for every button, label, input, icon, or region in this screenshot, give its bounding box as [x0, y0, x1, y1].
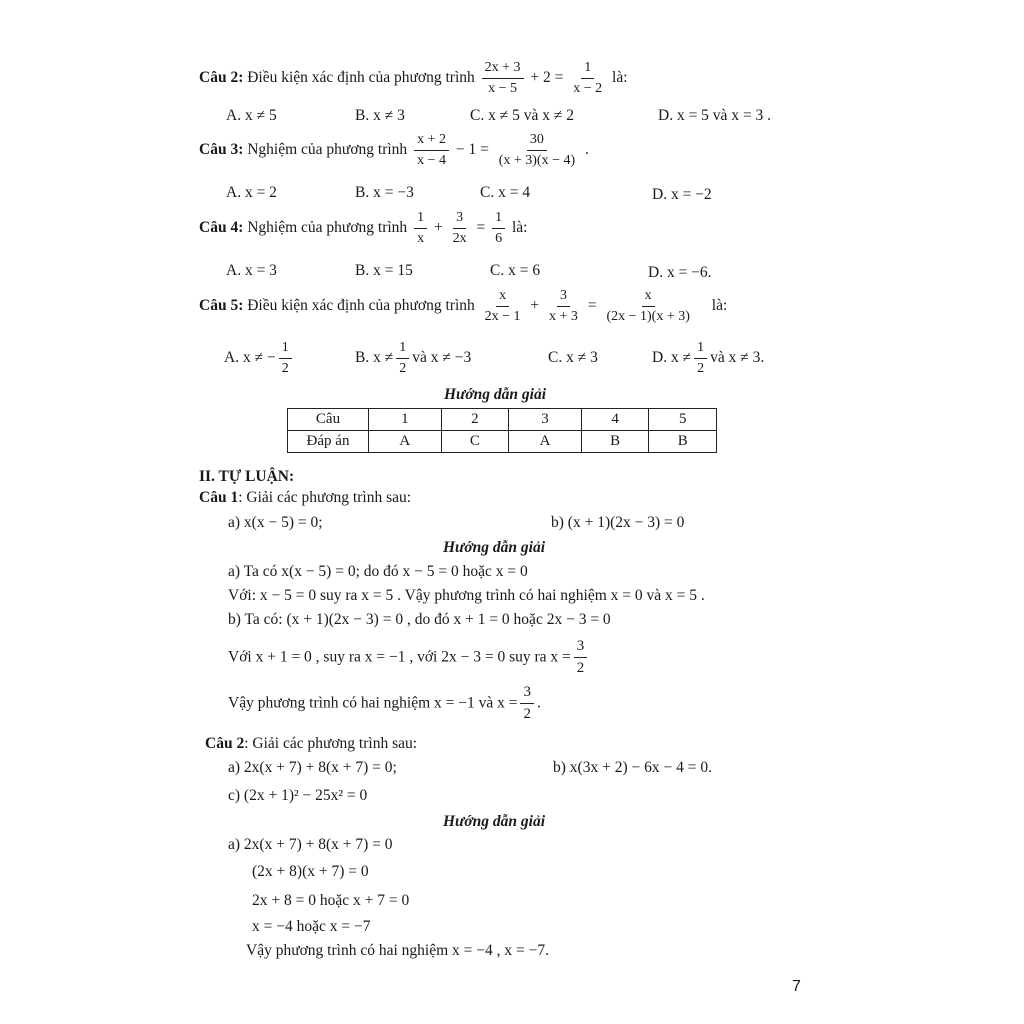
- solution-line: Vậy phương trình có hai nghiệm x = −1 và x = $\frac{3}{2}$ .: [228, 684, 541, 723]
- table-cell: 1: [369, 409, 442, 431]
- fraction: $\frac{x + 2}{x - 4}$: [414, 132, 449, 169]
- c2-part-a: a) 2x(x + 7) + 8(x + 7) = 0;: [228, 759, 397, 776]
- c2-part-c: c) (2x + 1)² − 25x² = 0: [228, 787, 368, 804]
- table-row: [288, 409, 717, 431]
- question-label: Câu 2:: [199, 69, 244, 87]
- fraction: $\frac{3}{x + 3}$: [549, 288, 578, 325]
- fraction: $\frac{x}{(2x - 1)(x + 3)}$: [606, 288, 690, 325]
- option-c: C. x ≠ 5 và x ≠ 2: [470, 107, 574, 124]
- fraction: $\frac{1}{x}$: [414, 210, 427, 247]
- option-d: D. x = −6.: [648, 264, 712, 281]
- fraction: $\frac{x}{2x - 1}$: [484, 288, 521, 325]
- table-cell: B: [581, 431, 649, 453]
- table-cell: 4: [581, 409, 649, 431]
- option-d: D. x ≠ $\frac{1}{2}$ và x ≠ 3.: [652, 340, 765, 377]
- fraction: $\frac{1}{x - 2}$: [573, 60, 603, 97]
- option-a: A. x ≠ − $\frac{1}{2}$: [224, 340, 295, 377]
- essay-question-2: Câu 2: Giải các phương trình sau:: [205, 735, 418, 752]
- question-label: Câu 3:: [199, 141, 244, 159]
- question-4: Câu 4: Nghiệm của phương trình $\frac{1}{x}$ + $\frac{3}{2x}$ = $\frac{1}{6}$ là:: [199, 210, 528, 247]
- option-d: D. x = −2: [652, 186, 712, 203]
- question-2: Câu 2: Điều kiện xác định của phương trình $\frac{2x + 3}{x - 5}$ + 2 = $\frac{1}{x - 2}$ là:: [199, 60, 628, 97]
- fraction: $\frac{1}{6}$: [492, 210, 505, 247]
- table-cell: 3: [509, 409, 582, 431]
- guide-heading: Hướng dẫn giải: [444, 386, 547, 403]
- question-label: Câu 5:: [199, 297, 244, 315]
- guide-heading: Hướng dẫn giải: [443, 539, 546, 556]
- question-3: Câu 3: Nghiệm của phương trình $\frac{x + 2}{x - 4}$ − 1 = $\frac{30}{(x + 3)(x - 4)}$ .: [199, 132, 589, 169]
- solution-line: Vậy phương trình có hai nghiệm x = −4 , x = −7.: [246, 942, 549, 959]
- table-cell: Câu: [288, 409, 369, 431]
- c2-part-b: b) x(3x + 2) − 6x − 4 = 0.: [553, 759, 712, 776]
- question-text: Nghiệm của phương trình: [247, 219, 408, 237]
- question-label: Câu 4:: [199, 219, 244, 237]
- solution-line: Với: x − 5 = 0 suy ra x = 5 . Vậy phương trình có hai nghiệm x = 0 và x = 5 .: [228, 587, 705, 604]
- table-cell: B: [649, 431, 717, 453]
- guide-heading: Hướng dẫn giải: [443, 813, 546, 830]
- table-cell: A: [509, 431, 582, 453]
- option-b: B. x = −3: [355, 184, 414, 201]
- solution-line: 2x + 8 = 0 hoặc x + 7 = 0: [252, 892, 410, 909]
- c1-part-a: a) x(x − 5) = 0;: [228, 514, 323, 531]
- table-cell: 5: [649, 409, 717, 431]
- answer-table: [287, 408, 717, 453]
- option-b: B. x ≠ 3: [355, 107, 405, 124]
- option-d: D. x = 5 và x = 3 .: [658, 107, 772, 124]
- question-text: Nghiệm của phương trình: [247, 141, 408, 159]
- option-c: C. x ≠ 3: [548, 349, 598, 366]
- option-b: B. x ≠ $\frac{1}{2}$ và x ≠ −3: [355, 340, 472, 377]
- question-5: Câu 5: Điều kiện xác định của phương trình $\frac{x}{2x - 1}$ + $\frac{3}{x + 3}$ = $\frac{x}{(2x - 1)(x + 3)}$ là:: [199, 288, 728, 325]
- page-number: 7: [792, 978, 801, 995]
- question-text: Điều kiện xác định của phương trình: [247, 297, 475, 315]
- fraction: $\frac{30}{(x + 3)(x - 4)}$: [498, 132, 576, 169]
- solution-line: x = −4 hoặc x = −7: [252, 918, 371, 935]
- solution-line: a) Ta có x(x − 5) = 0; do đó x − 5 = 0 hoặc x = 0: [228, 563, 528, 580]
- table-row: [288, 431, 717, 453]
- option-a: A. x = 3: [226, 262, 277, 279]
- table-cell: 2: [441, 409, 509, 431]
- option-c: C. x = 6: [490, 262, 541, 279]
- solution-line: a) 2x(x + 7) + 8(x + 7) = 0: [228, 836, 393, 853]
- c1-part-b: b) (x + 1)(2x − 3) = 0: [551, 514, 685, 531]
- option-c: C. x = 4: [480, 184, 531, 201]
- table-cell: C: [441, 431, 509, 453]
- option-a: A. x = 2: [226, 184, 277, 201]
- solution-line: Với x + 1 = 0 , suy ra x = −1 , với 2x − 3 = 0 suy ra x = $\frac{3}{2}$: [228, 638, 590, 678]
- fraction: $\frac{2x + 3}{x - 5}$: [482, 60, 524, 97]
- essay-question-1: Câu 1: Giải các phương trình sau:: [199, 489, 412, 506]
- fraction: $\frac{3}{2x}$: [452, 210, 467, 247]
- option-a: A. x ≠ 5: [226, 107, 277, 124]
- section-title: II. TỰ LUẬN:: [199, 468, 295, 485]
- question-text: Điều kiện xác định của phương trình: [247, 69, 475, 87]
- table-cell: A: [369, 431, 442, 453]
- option-b: B. x = 15: [355, 262, 413, 279]
- solution-line: (2x + 8)(x + 7) = 0: [252, 863, 369, 880]
- table-cell: Đáp án: [288, 431, 369, 453]
- solution-line: b) Ta có: (x + 1)(2x − 3) = 0 , do đó x + 1 = 0 hoặc 2x − 3 = 0: [228, 611, 611, 628]
